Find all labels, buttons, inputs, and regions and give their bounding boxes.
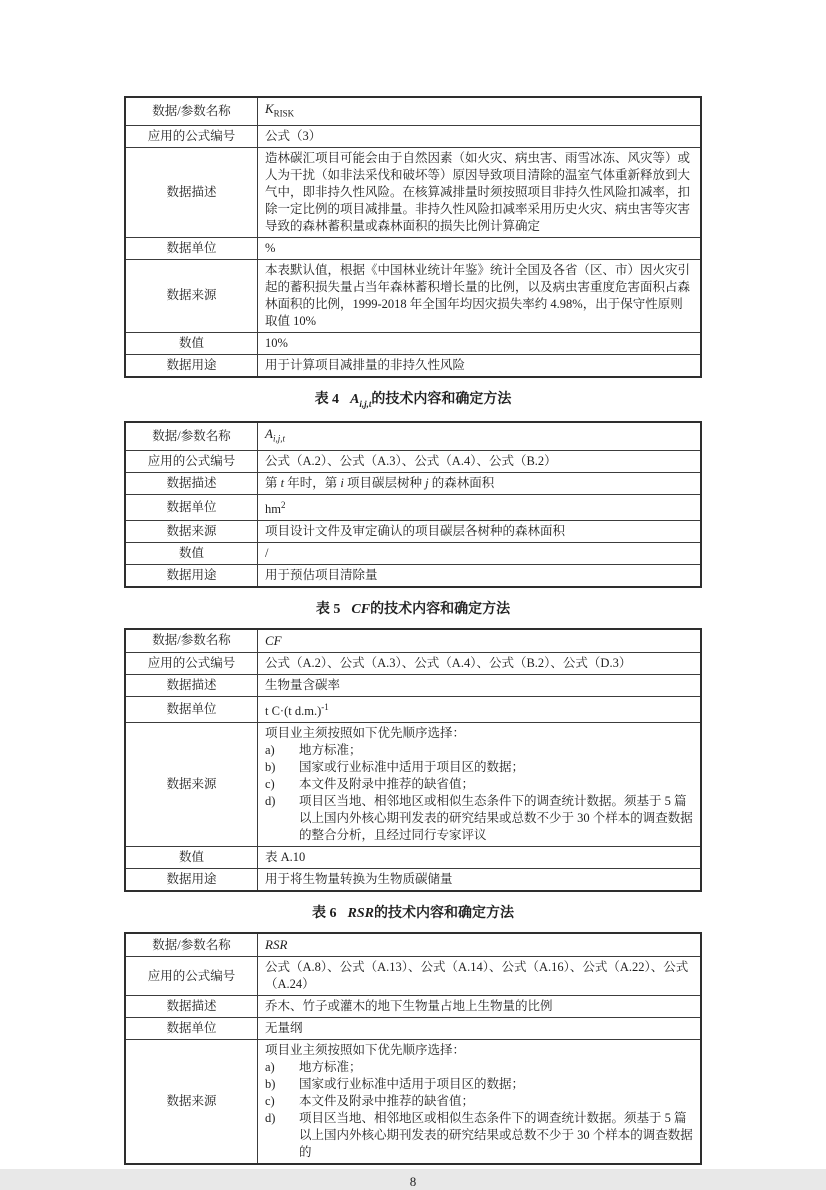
- page-number: 8: [409, 1174, 417, 1190]
- param-name-cell: [258, 97, 702, 125]
- source-cell: [258, 723, 702, 847]
- row-label: 数据来源: [125, 520, 258, 542]
- row-label: 数据单位: [125, 237, 258, 259]
- row-label: 数值: [125, 332, 258, 354]
- row-label: 应用的公式编号: [125, 957, 258, 996]
- row-label: 应用的公式编号: [125, 450, 258, 472]
- source-cell: 项目设计文件及审定确认的项目碳层各树种的森林面积: [258, 520, 702, 542]
- param-subscript: i,j,t: [272, 433, 285, 444]
- source-cell: 本表默认值，根据《中国林业统计年鉴》统计全国及各省（区、市）因火灾引起的蓄积损失量占当年森林蓄积增长量的比例，以及病虫害重度危害面积占森林面积的比例，1999-2018 年全国年均因灾损失率约 4.98%，出于保守性原则取值 10%: [258, 259, 702, 332]
- var-i: i: [340, 475, 344, 490]
- caption-symbol: CF: [351, 601, 371, 617]
- table-row: [125, 996, 701, 1018]
- table-row: [125, 847, 701, 869]
- table-row: [125, 957, 701, 996]
- caption-symbol: RSR: [347, 906, 374, 922]
- row-label: 应用的公式编号: [125, 125, 258, 147]
- table4-caption: [124, 391, 702, 413]
- unit-cell: $hm^2$: [258, 494, 702, 520]
- row-label: 数据用途: [125, 354, 258, 377]
- row-label: 数据描述: [125, 674, 258, 696]
- formula-cell: 公式（A.2）、公式（A.3）、公式（A.4）、公式（B.2）、公式（D.3）: [258, 652, 702, 674]
- table-row: [125, 125, 701, 147]
- table-row: [125, 542, 701, 564]
- table-row: [125, 869, 701, 892]
- table-row: [125, 564, 701, 587]
- table-row: [125, 450, 701, 472]
- source-item-b: b) 国家或行业标准中适用于项目区的数据；: [265, 1077, 525, 1092]
- usage-cell: 用于将生物量转换为生物质碳储量: [258, 869, 702, 892]
- source-item-a: a) 地方标准；: [265, 743, 362, 758]
- row-label: 数值: [125, 847, 258, 869]
- row-label: 数据用途: [125, 869, 258, 892]
- row-label: 数据单位: [125, 1018, 258, 1040]
- table-aijt: [124, 421, 702, 588]
- page-content: [124, 96, 702, 1190]
- source-item-a: a) 地方标准；: [265, 1060, 362, 1075]
- table-row: [125, 674, 701, 696]
- var-j: j: [425, 475, 429, 490]
- value-cell: 10%: [258, 332, 702, 354]
- formula-cell: 公式（A.8）、公式（A.13）、公式（A.14）、公式（A.16）、公式（A.22）、公式（A.24）: [258, 957, 702, 996]
- row-label: 数值: [125, 542, 258, 564]
- source-item-d: d) 项目区当地、相邻地区或相似生态条件下的调查统计数据。须基于 5 篇以上国内外核心期刊发表的研究结果或总数不少于 30 个样本的调查数据的整合分析，且经过同行专家评议: [265, 794, 693, 843]
- table-row: [125, 147, 701, 237]
- table5-caption: [124, 601, 702, 619]
- row-label: 数据单位: [125, 696, 258, 722]
- table-krisk: [124, 96, 702, 378]
- source-item-c: c) 本文件及附录中推荐的缺省值；: [265, 1094, 475, 1109]
- table-cf: [124, 628, 702, 892]
- caption-number: 表 5: [315, 601, 341, 617]
- table-row: [125, 1040, 701, 1165]
- caption-subscript: i,j,t: [359, 398, 372, 409]
- caption-suffix: 的技术内容和确定方法: [370, 601, 511, 617]
- table6-caption: [124, 905, 702, 923]
- unit-cell: 无量纲: [258, 1018, 702, 1040]
- row-label: 数据来源: [125, 723, 258, 847]
- caption-suffix: 的技术内容和确定方法: [371, 391, 512, 407]
- source-item-b: b) 国家或行业标准中适用于项目区的数据；: [265, 760, 525, 775]
- row-label: 数据描述: [125, 996, 258, 1018]
- row-label: 数据/参数名称: [125, 629, 258, 653]
- table-rsr: [124, 932, 702, 1165]
- param-symbol: CF: [265, 632, 282, 648]
- value-cell: /: [258, 542, 702, 564]
- param-name-cell: [258, 629, 702, 653]
- param-name-cell: [258, 422, 702, 450]
- table-row: [125, 97, 701, 125]
- param-symbol: RSR: [265, 937, 288, 953]
- source-intro: 项目业主须按照如下优先顺序选择：: [265, 1043, 466, 1058]
- param-subscript: RISK: [273, 108, 295, 119]
- table-row: [125, 332, 701, 354]
- table-row: [125, 520, 701, 542]
- table-row: [125, 933, 701, 957]
- description-cell: 第 t 年时，第 i 项目碳层树种 j 的森林面积: [258, 472, 702, 494]
- table-row: [125, 237, 701, 259]
- caption-number: 表 6: [312, 906, 337, 922]
- row-label: 数据/参数名称: [125, 97, 258, 125]
- table-row: [125, 652, 701, 674]
- caption-suffix: 的技术内容和确定方法: [373, 906, 514, 922]
- row-label: 应用的公式编号: [125, 652, 258, 674]
- source-cell: [258, 1040, 702, 1165]
- formula-cell: 公式（A.2）、公式（A.3）、公式（A.4）、公式（B.2）: [258, 450, 702, 472]
- caption-number: 表 4: [314, 391, 340, 407]
- param-symbol: A: [265, 426, 273, 442]
- usage-cell: 用于预估项目清除量: [258, 564, 702, 587]
- source-item-d: d) 项目区当地、相邻地区或相似生态条件下的调查统计数据。须基于 5 篇以上国内外核心期刊发表的研究结果或总数不少于 30 个样本的调查数据的: [265, 1111, 693, 1160]
- table-row: [125, 629, 701, 653]
- description-cell: 造林碳汇项目可能会由于自然因素（如火灾、病虫害、雨雪冰冻、风灾等）或人为干扰（如非法采伐和破坏等）原因导致项目清除的温室气体重新释放到大气中，即非持久性风险。在核算减排量时须按照项目非持久性风险扣减率，扣除一定比例的项目减排量。非持久性风险扣减率采用历史火灾、病虫害等灾害导致的森林蓄积量或森林面积的损失比例计算确定: [258, 147, 702, 237]
- source-item-c: c) 本文件及附录中推荐的缺省值；: [265, 777, 475, 792]
- table-row: [125, 472, 701, 494]
- value-cell: 表 A.10: [258, 847, 702, 869]
- row-label: 数据来源: [125, 259, 258, 332]
- formula-cell: 公式（3）: [258, 125, 702, 147]
- caption-symbol: A: [350, 391, 360, 407]
- table-row: [125, 696, 701, 722]
- row-label: 数据单位: [125, 494, 258, 520]
- unit-cell: t C·(t d.m.)$^{-1}$: [258, 696, 702, 722]
- row-label: 数据/参数名称: [125, 933, 258, 957]
- source-intro: 项目业主须按照如下优先顺序选择：: [265, 726, 466, 741]
- var-t: t: [280, 475, 285, 490]
- description-cell: 生物量含碳率: [258, 674, 702, 696]
- table-row: [125, 422, 701, 450]
- table-row: [125, 354, 701, 377]
- table-row: [125, 494, 701, 520]
- param-name-cell: [258, 933, 702, 957]
- table-row: [125, 259, 701, 332]
- param-symbol: K: [265, 101, 274, 116]
- row-label: 数据描述: [125, 472, 258, 494]
- usage-cell: 用于计算项目减排量的非持久性风险: [258, 354, 702, 377]
- unit-cell: %: [258, 237, 702, 259]
- row-label: 数据来源: [125, 1040, 258, 1165]
- description-cell: 乔木、竹子或灌木的地下生物量占地上生物量的比例: [258, 996, 702, 1018]
- row-label: 数据/参数名称: [125, 422, 258, 450]
- row-label: 数据用途: [125, 564, 258, 587]
- table-row: [125, 1018, 701, 1040]
- row-label: 数据描述: [125, 147, 258, 237]
- table-row: [125, 723, 701, 847]
